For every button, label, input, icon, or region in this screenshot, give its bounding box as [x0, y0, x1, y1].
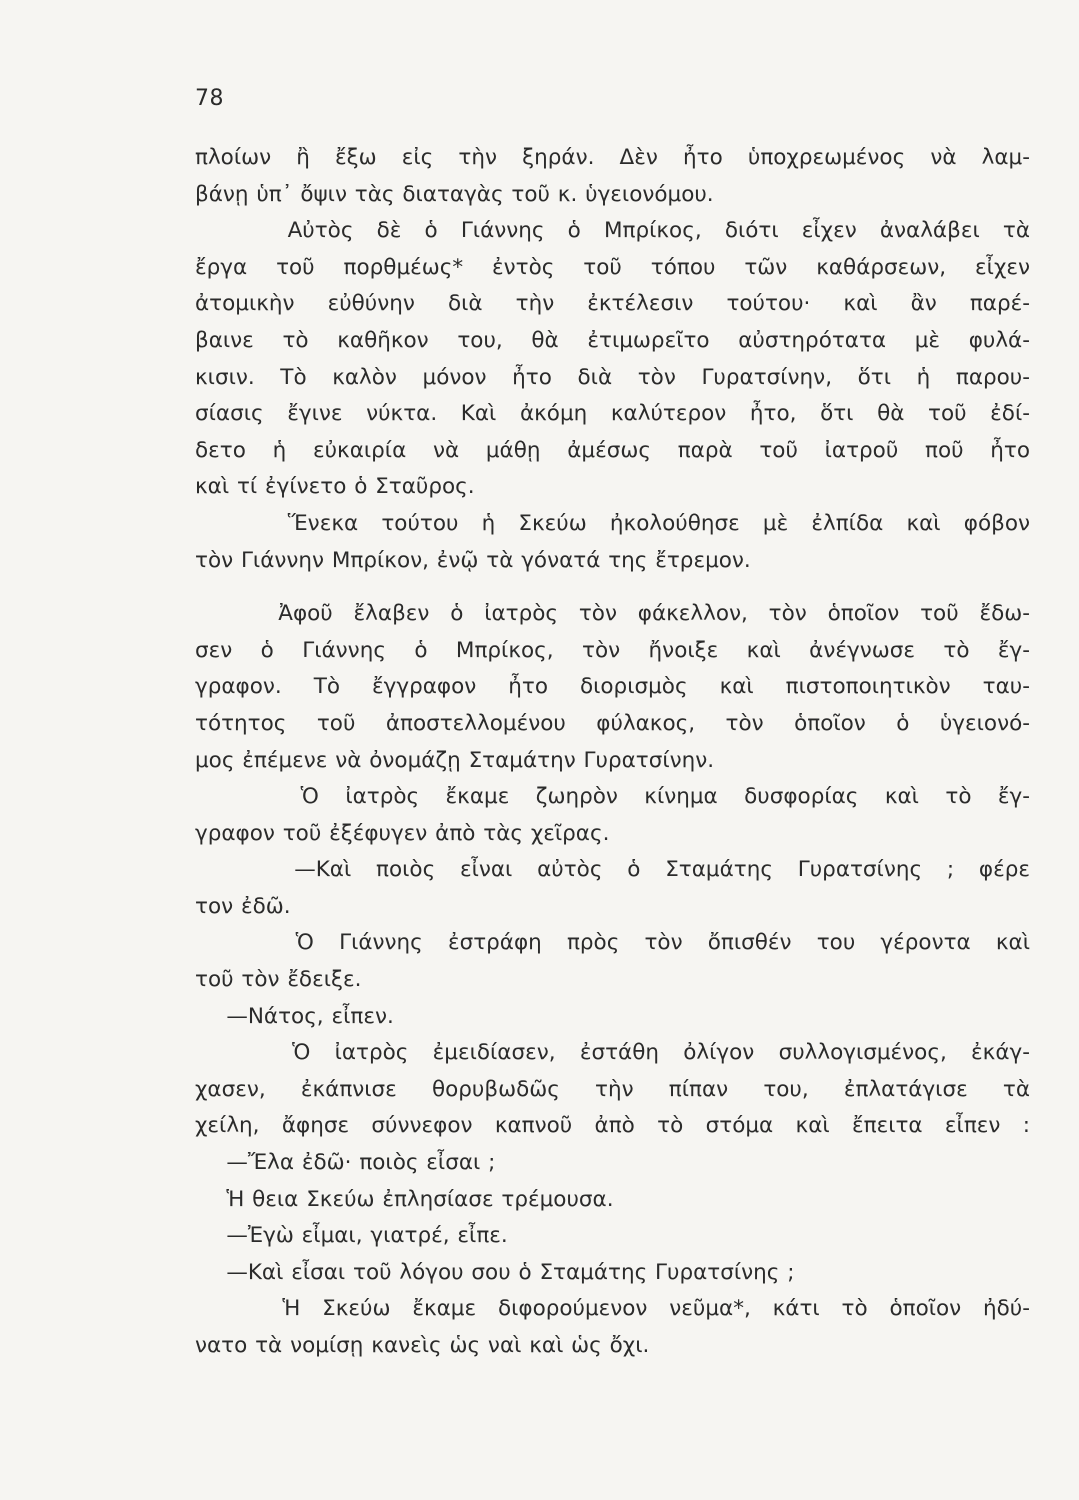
text-line: κισιν. Τὸ καλὸν μόνον ἦτο διὰ τὸν Γυρατσίνην, ὅτι ἡ παρου-: [195, 364, 1030, 390]
text-line: —Ἔλα ἐδῶ· ποιὸς εἶσαι ;: [195, 1150, 496, 1176]
text-line: Ὁ Γιάννης ἐστράφη πρὸς τὸν ὄπισθέν του γέροντα καὶ: [195, 930, 1030, 956]
text-line: τοῦ τὸν ἔδειξε.: [195, 967, 362, 993]
text-line: Ὁ ἰατρὸς ἔκαμε ζωηρὸν κίνημα δυσφορίας καὶ τὸ ἔγ-: [195, 784, 1030, 810]
text-line: βάνῃ ὑπ᾽ ὄψιν τὰς διαταγὰς τοῦ κ. ὑγειονόμου.: [195, 181, 714, 207]
text-line: Ὁ ἰατρὸς ἐμειδίασεν, ἐστάθη ὀλίγον συλλογισμένος, ἐκάγ-: [195, 1040, 1030, 1066]
text-line: γραφον τοῦ ἐξέφυγεν ἀπὸ τὰς χεῖρας.: [195, 820, 610, 846]
text-line: ἀτομικὴν εὐθύνην διὰ τὴν ἐκτέλεσιν τούτου· καὶ ἂν παρέ-: [195, 291, 1030, 317]
text-line: ἔργα τοῦ πορθμέως* ἐντὸς τοῦ τόπου τῶν καθάρσεων, εἶχεν: [195, 254, 1030, 280]
text-line: Ἕνεκα τούτου ἡ Σκεύω ἠκολούθησε μὲ ἐλπίδα καὶ φόβον: [195, 510, 1030, 536]
text-line: βαινε τὸ καθῆκον του, θὰ ἐτιμωρεῖτο αὐστηρότατα μὲ φυλά-: [195, 327, 1030, 353]
text-line: γραφον. Τὸ ἔγγραφον ἦτο διορισμὸς καὶ πιστοποιητικὸν ταυ-: [195, 674, 1030, 700]
text-line: Ἀφοῦ ἔλαβεν ὁ ἰατρὸς τὸν φάκελλον, τὸν ὁποῖον τοῦ ἔδω-: [195, 601, 1030, 627]
text-line: δετο ἡ εὐκαιρία νὰ μάθῃ ἀμέσως παρὰ τοῦ ἰατροῦ ποῦ ἦτο: [195, 437, 1030, 463]
text-line: καὶ τί ἐγίνετο ὁ Σταῦρος.: [195, 474, 475, 500]
text-line: σίασις ἔγινε νύκτα. Καὶ ἀκόμη καλύτερον ἦτο, ὅτι θὰ τοῦ ἐδί-: [195, 401, 1030, 427]
text-line: πλοίων ἢ ἔξω εἰς τὴν ξηράν. Δὲν ἦτο ὑποχρεωμένος νὰ λαμ-: [195, 145, 1030, 170]
text-line: νατο τὰ νομίσῃ κανεὶς ὡς ναὶ καὶ ὡς ὄχι.: [195, 1333, 650, 1358]
body-text: [195, 140, 1030, 1365]
text-line: χασεν, ἐκάπνισε θορυβωδῶς τὴν πίπαν του, ἐπλατάγισε τὰ: [195, 1076, 1030, 1102]
text-line: Αὐτὸς δὲ ὁ Γιάννης ὁ Μπρίκος, διότι εἶχεν ἀναλάβει τὰ: [195, 218, 1030, 244]
text-line: —Νάτος, εἶπεν.: [195, 1003, 394, 1029]
text-line: σεν ὁ Γιάννης ὁ Μπρίκος, τὸν ἤνοιξε καὶ ἀνέγνωσε τὸ ἔγ-: [195, 637, 1030, 663]
text-line: τον ἐδῶ.: [195, 893, 291, 919]
text-line: Ἡ θεια Σκεύω ἐπλησίασε τρέμουσα.: [195, 1186, 614, 1212]
text-line: τότητος τοῦ ἀποστελλομένου φύλακος, τὸν ὁποῖον ὁ ὑγειονό-: [195, 710, 1030, 736]
text-line: Ἡ Σκεύω ἔκαμε διφορούμενον νεῦμα*, κάτι τὸ ὁποῖον ἠδύ-: [195, 1296, 1030, 1322]
text-line: τὸν Γιάννην Μπρίκον, ἐνῷ τὰ γόνατά της ἔτρεμον.: [195, 547, 751, 573]
text-line: —Καὶ εἶσαι τοῦ λόγου σου ὁ Σταμάτης Γυρατσίνης ;: [195, 1259, 795, 1285]
text-line: χείλη, ἄφησε σύννεφον καπνοῦ ἀπὸ τὸ στόμα καὶ ἔπειτα εἶπεν :: [195, 1113, 1030, 1139]
text-line: —Ἐγὼ εἶμαι, γιατρέ, εἶπε.: [195, 1223, 508, 1249]
page-number: 78: [195, 86, 224, 111]
text-line: μος ἐπέμενε νὰ ὀνομάζῃ Σταμάτην Γυρατσίνην.: [195, 747, 715, 773]
text-line: —Καὶ ποιὸς εἶναι αὐτὸς ὁ Σταμάτης Γυρατσίνης ; φέρε: [195, 857, 1030, 883]
